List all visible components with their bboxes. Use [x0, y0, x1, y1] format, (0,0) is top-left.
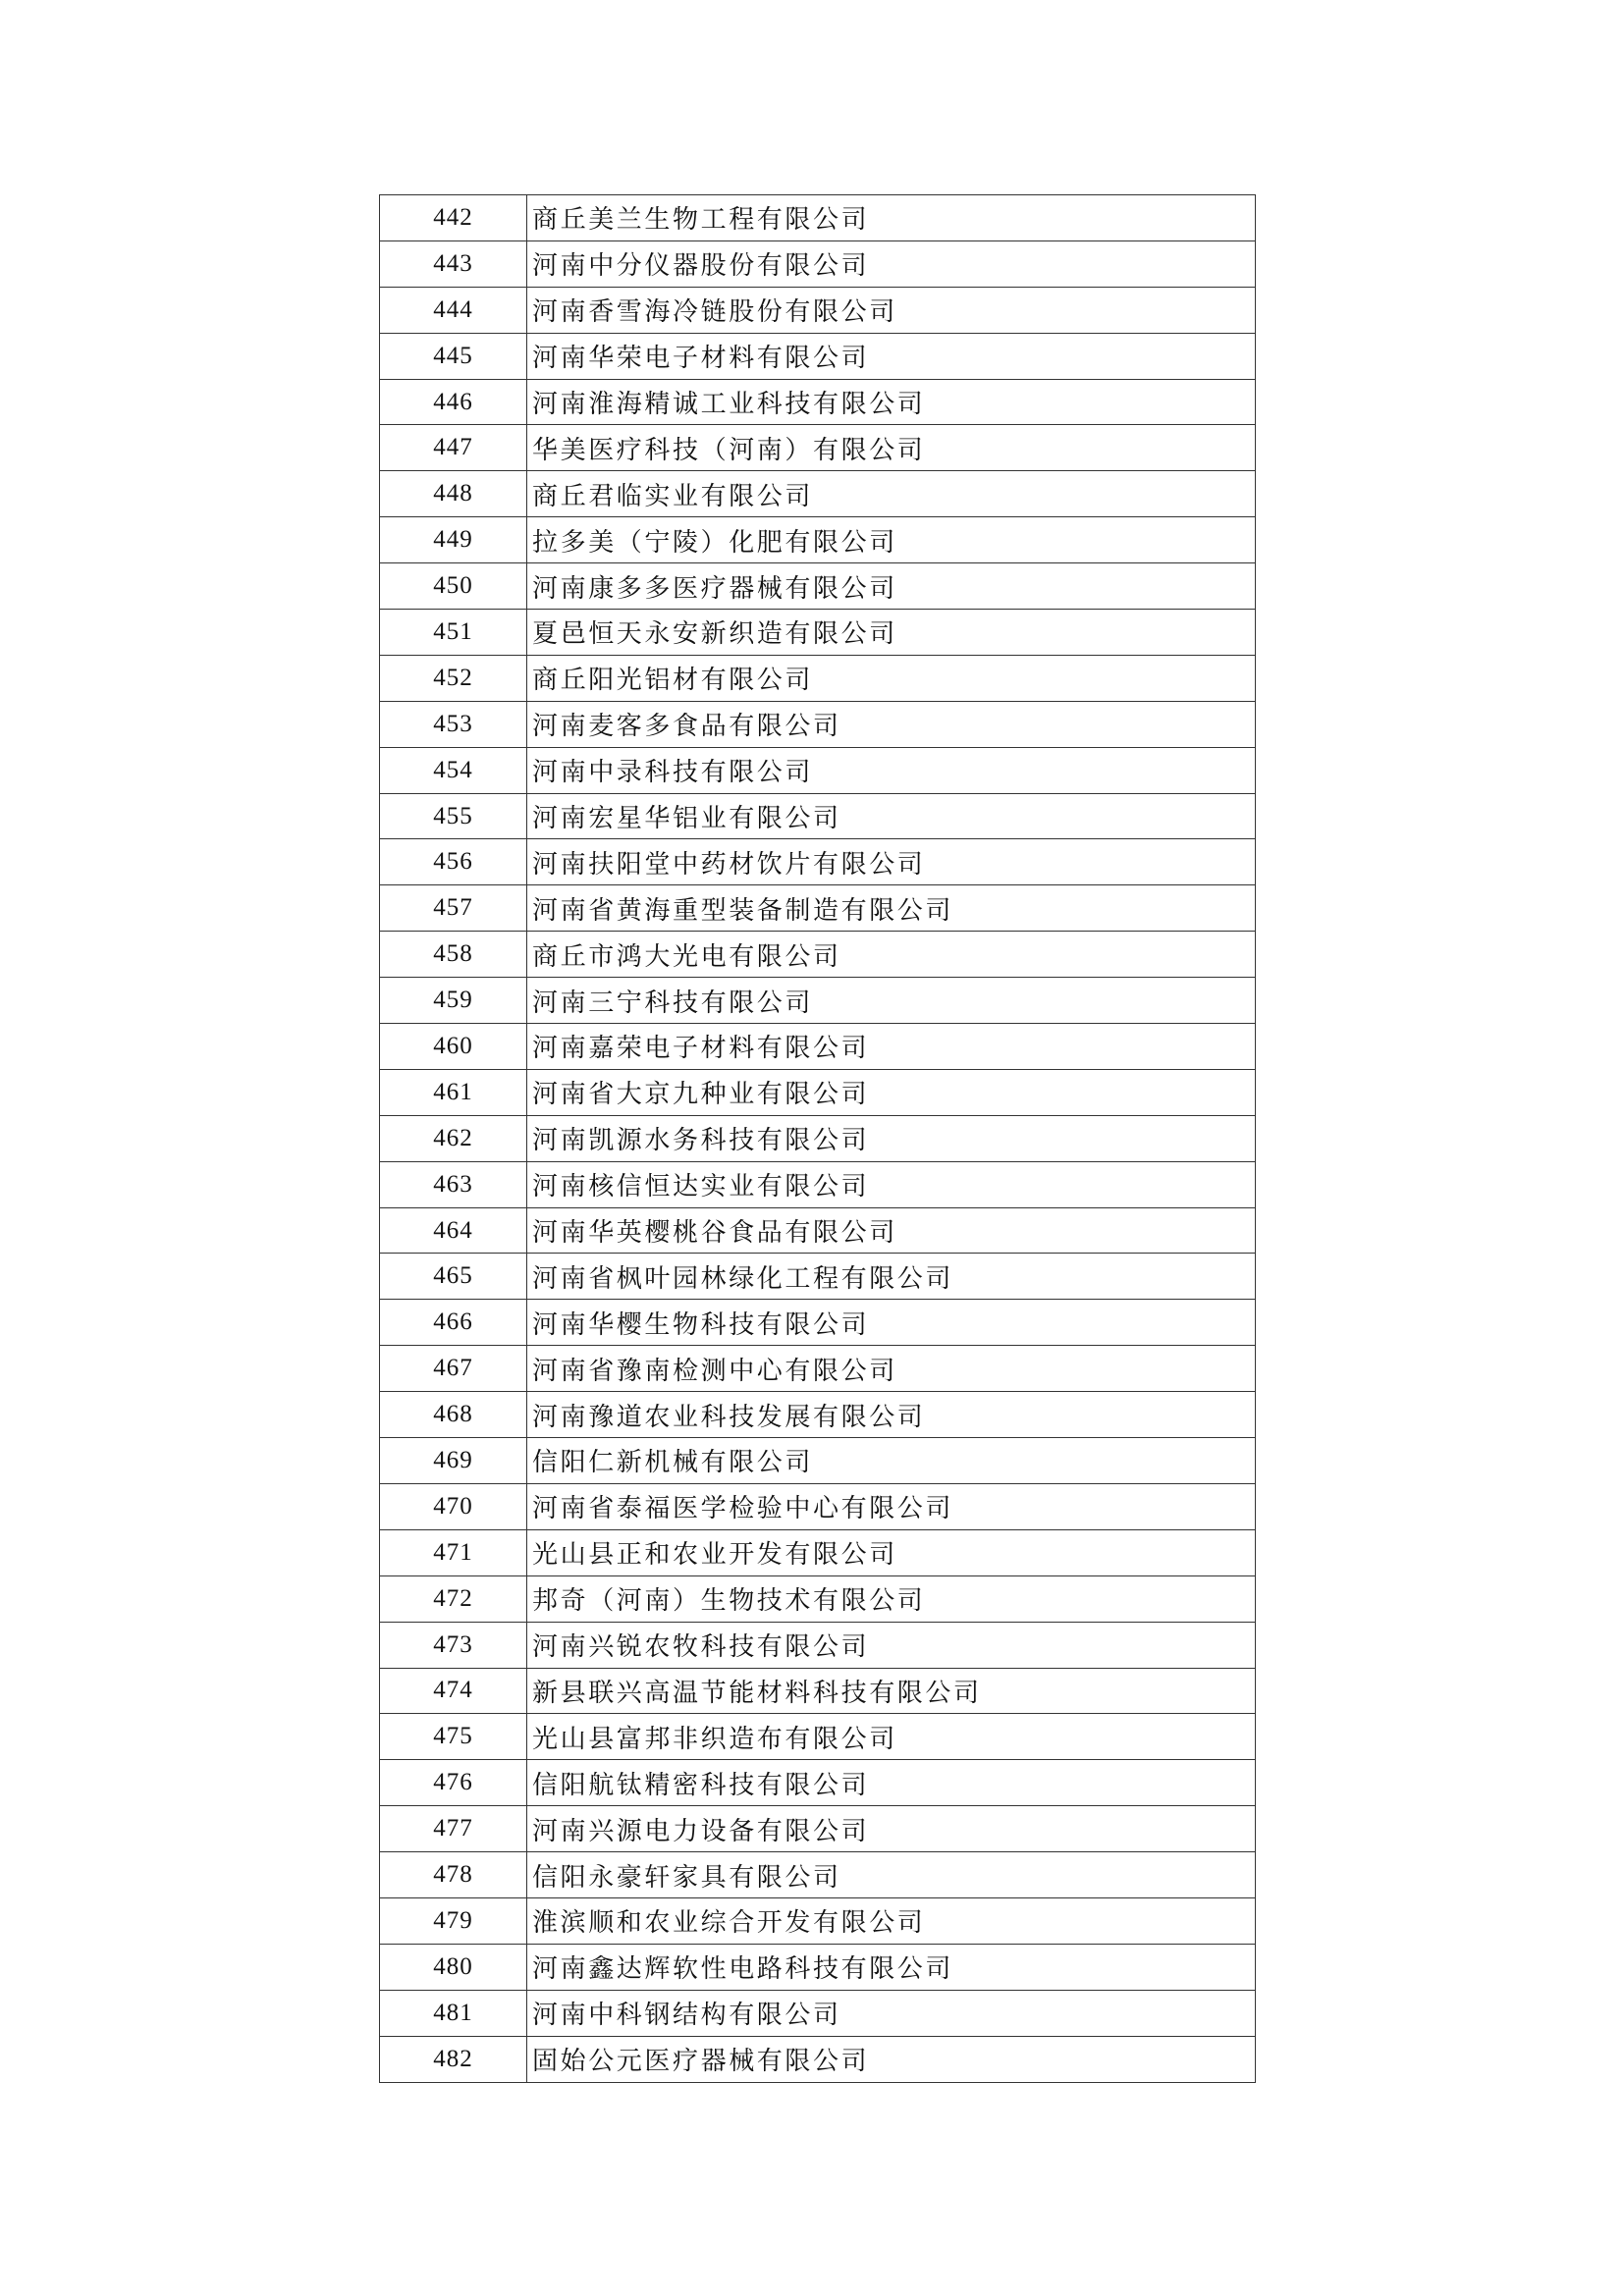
company-name: 河南宏星华铝业有限公司	[527, 793, 1256, 839]
company-name: 河南康多多医疗器械有限公司	[527, 563, 1256, 610]
company-name: 河南嘉荣电子材料有限公司	[527, 1024, 1256, 1070]
table-row	[380, 1897, 1256, 1944]
company-name: 河南扶阳堂中药材饮片有限公司	[527, 839, 1256, 885]
row-number: 456	[380, 839, 527, 885]
row-number: 450	[380, 563, 527, 610]
table-row	[380, 1714, 1256, 1760]
row-number: 463	[380, 1161, 527, 1207]
company-name: 商丘君临实业有限公司	[527, 471, 1256, 517]
table-row	[380, 932, 1256, 978]
row-number: 479	[380, 1897, 527, 1944]
row-number: 466	[380, 1300, 527, 1346]
company-name: 河南淮海精诚工业科技有限公司	[527, 379, 1256, 425]
table-row	[380, 1346, 1256, 1392]
company-name: 河南中分仪器股份有限公司	[527, 240, 1256, 287]
row-number: 480	[380, 1944, 527, 1990]
row-number: 453	[380, 701, 527, 747]
company-name: 信阳永豪轩家具有限公司	[527, 1852, 1256, 1898]
row-number: 446	[380, 379, 527, 425]
company-name: 河南鑫达辉软性电路科技有限公司	[527, 1944, 1256, 1990]
row-number: 464	[380, 1207, 527, 1254]
table-row	[380, 517, 1256, 563]
company-name: 河南兴源电力设备有限公司	[527, 1806, 1256, 1852]
company-name: 华美医疗科技（河南）有限公司	[527, 425, 1256, 471]
table-row	[380, 425, 1256, 471]
company-name: 夏邑恒天永安新织造有限公司	[527, 610, 1256, 656]
table-row	[380, 839, 1256, 885]
table-row	[380, 1529, 1256, 1575]
table-row	[380, 379, 1256, 425]
row-number: 478	[380, 1852, 527, 1898]
table-row	[380, 1622, 1256, 1668]
row-number: 482	[380, 2036, 527, 2082]
company-name: 河南华樱生物科技有限公司	[527, 1300, 1256, 1346]
company-name: 商丘阳光铝材有限公司	[527, 655, 1256, 701]
company-name: 光山县富邦非织造布有限公司	[527, 1714, 1256, 1760]
row-number: 467	[380, 1346, 527, 1392]
table-row	[380, 1668, 1256, 1714]
table-row	[380, 1852, 1256, 1898]
row-number: 455	[380, 793, 527, 839]
company-name: 河南华英樱桃谷食品有限公司	[527, 1207, 1256, 1254]
company-name: 河南省黄海重型装备制造有限公司	[527, 885, 1256, 932]
row-number: 452	[380, 655, 527, 701]
table-row	[380, 610, 1256, 656]
row-number: 461	[380, 1069, 527, 1115]
table-row	[380, 1575, 1256, 1622]
table-row	[380, 2036, 1256, 2082]
row-number: 477	[380, 1806, 527, 1852]
row-number: 468	[380, 1392, 527, 1438]
table-row	[380, 1990, 1256, 2036]
company-name: 河南三宁科技有限公司	[527, 978, 1256, 1024]
row-number: 475	[380, 1714, 527, 1760]
company-name: 河南华荣电子材料有限公司	[527, 333, 1256, 379]
company-name: 河南凯源水务科技有限公司	[527, 1115, 1256, 1161]
row-number: 462	[380, 1115, 527, 1161]
table-row	[380, 1944, 1256, 1990]
company-name: 河南麦客多食品有限公司	[527, 701, 1256, 747]
table-row	[380, 978, 1256, 1024]
row-number: 457	[380, 885, 527, 932]
company-name: 河南中科钢结构有限公司	[527, 1990, 1256, 2036]
row-number: 465	[380, 1254, 527, 1300]
row-number: 471	[380, 1529, 527, 1575]
company-name: 河南省泰福医学检验中心有限公司	[527, 1483, 1256, 1529]
row-number: 445	[380, 333, 527, 379]
table-row	[380, 195, 1256, 241]
table-row	[380, 747, 1256, 793]
row-number: 469	[380, 1438, 527, 1484]
table-row	[380, 1760, 1256, 1806]
table-row	[380, 1483, 1256, 1529]
table-row	[380, 1069, 1256, 1115]
table-row	[380, 1806, 1256, 1852]
table-row	[380, 1024, 1256, 1070]
company-name: 信阳航钛精密科技有限公司	[527, 1760, 1256, 1806]
row-number: 449	[380, 517, 527, 563]
company-name: 固始公元医疗器械有限公司	[527, 2036, 1256, 2082]
company-name: 新县联兴高温节能材料科技有限公司	[527, 1668, 1256, 1714]
table-row	[380, 1207, 1256, 1254]
row-number: 460	[380, 1024, 527, 1070]
row-number: 444	[380, 287, 527, 333]
table-row	[380, 1254, 1256, 1300]
table-row	[380, 1115, 1256, 1161]
row-number: 476	[380, 1760, 527, 1806]
table-row	[380, 240, 1256, 287]
row-number: 459	[380, 978, 527, 1024]
table-row	[380, 1161, 1256, 1207]
company-name: 河南省大京九种业有限公司	[527, 1069, 1256, 1115]
table-row	[380, 333, 1256, 379]
table-row	[380, 1392, 1256, 1438]
row-number: 443	[380, 240, 527, 287]
row-number: 473	[380, 1622, 527, 1668]
row-number: 442	[380, 195, 527, 241]
table-row	[380, 471, 1256, 517]
company-name: 商丘美兰生物工程有限公司	[527, 195, 1256, 241]
table-row	[380, 701, 1256, 747]
table-row	[380, 655, 1256, 701]
company-list-table	[379, 194, 1256, 2083]
company-name: 河南中录科技有限公司	[527, 747, 1256, 793]
row-number: 454	[380, 747, 527, 793]
company-name: 河南香雪海冷链股份有限公司	[527, 287, 1256, 333]
row-number: 481	[380, 1990, 527, 2036]
row-number: 458	[380, 932, 527, 978]
table-row	[380, 563, 1256, 610]
row-number: 451	[380, 610, 527, 656]
company-name: 河南豫道农业科技发展有限公司	[527, 1392, 1256, 1438]
company-name: 河南省豫南检测中心有限公司	[527, 1346, 1256, 1392]
company-name: 河南核信恒达实业有限公司	[527, 1161, 1256, 1207]
company-name: 拉多美（宁陵）化肥有限公司	[527, 517, 1256, 563]
table-row	[380, 287, 1256, 333]
company-name: 河南兴锐农牧科技有限公司	[527, 1622, 1256, 1668]
row-number: 447	[380, 425, 527, 471]
company-name: 信阳仁新机械有限公司	[527, 1438, 1256, 1484]
table-row	[380, 1300, 1256, 1346]
row-number: 448	[380, 471, 527, 517]
company-list-body	[380, 195, 1256, 2083]
row-number: 474	[380, 1668, 527, 1714]
company-name: 河南省枫叶园林绿化工程有限公司	[527, 1254, 1256, 1300]
company-name: 商丘市鸿大光电有限公司	[527, 932, 1256, 978]
company-name: 淮滨顺和农业综合开发有限公司	[527, 1897, 1256, 1944]
row-number: 470	[380, 1483, 527, 1529]
table-row	[380, 1438, 1256, 1484]
table-row	[380, 885, 1256, 932]
company-name: 邦奇（河南）生物技术有限公司	[527, 1575, 1256, 1622]
row-number: 472	[380, 1575, 527, 1622]
table-row	[380, 793, 1256, 839]
company-name: 光山县正和农业开发有限公司	[527, 1529, 1256, 1575]
